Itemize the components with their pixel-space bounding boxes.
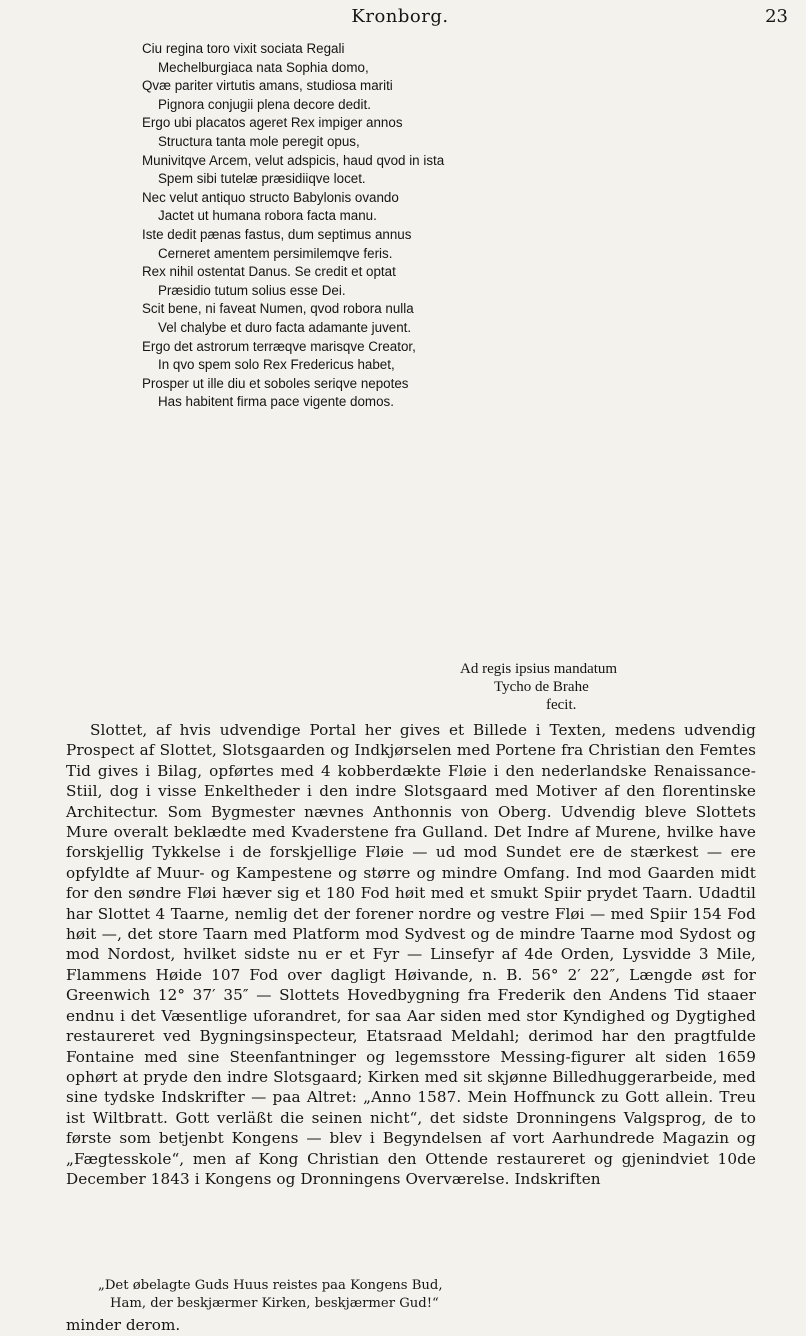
signature-mandate: Ad regis ipsius mandatum [460,661,618,677]
poem-line: Cerneret amentem persimilemqve feris. [158,245,393,261]
latin-inscription-poem [142,40,782,412]
quote-line: Ham, der beskjærmer Kirken, beskjærmer Gud!“ [110,1296,439,1311]
body-paragraph: Slottet, af hvis udvendige Portal her gives et Billede i Texten, medens udvendig Prospect af Slottet, Slotsgaarden og Indkjørselen med Portene fra Christian den Femtes Tid gives i Bilag, opførtes med 4 kobberdækte Fløie i den nederlandske Renaissance-Stiil, dog i visse Enkeltheder i den indre Slotsgaard med Motiver af den florentinske Architectur. Som Bygmester nævnes Anthonnis von Oberg. Udvendig bleve Slottets Mure overalt beklædte med Kvaderstene fra Gulland. Det Indre af Murene, hvilke have forskjellig Tykkelse i de forskjellige Fløie — ud mod Sundet ere de stærkest — ere opfyldte af Muur- og Kampestene og større og mindre Omfang. Ind mod Gaarden midt for den søndre Fløi hæver sig et 180 Fod høit med et smukt Spiir prydet Taarn. Udadtil har Slottet 4 Taarne, nemlig det der forener nordre og vestre Fløi — med Spiir 154 Fod høit —, det store Taarn med Platform mod Sydvest og de mindre Taarne mod Sydost og mod Nordost, hvilket sidste nu er et Fyr — Linsefyr af 4de Orden, Lysvidde 3 Mile, Flammens Høide 107 Fod over dagligt Høivande, n. B. 56° 2′ 22″, Længde øst for Greenwich 12° 37′ 35″ — Slottets Hovedbygning fra Frederik den Andens Tid staaer endnu i det Væsentlige uforandret, for saa Aar siden med stor Kyndighed og Dygtighed restaureret ved Bygningsinspecteur, Etatsraad Meldahl; derimod har den pragtfulde Fontaine med sine Steenfantninger og legemsstore Messing-figurer alt siden 1659 ophørt at pryde den indre Slotsgaard; Kirken med sit skjønne Billedhuggerarbeide, med sine tydske Indskrifter — paa Altret: „Anno 1587. Mein Hoffnunck zu Gott allein. Treu ist Wiltbratt. Gott verläßt die seinen nicht“, det sidste Dronningens Valgsprog, de to første som betjenbt Kongens — blev i Begyndelsen af vort Aarhundrede Magazin og „Fægtesskole“, men af Kong Christian den Ottende restaureret og gjenindviet 10de December 1843 i Kongens og Dronningens Overværelse. Indskriften [66,721,756,1188]
poem-line: Ergo det astrorum terræqve marisqve Creator, [142,338,416,354]
poem-line: Prosper ut ille diu et soboles seriqve nepotes [142,375,409,391]
poem-line: Structura tanta mole peregit opus, [158,133,360,149]
closing-text: minder derom. [66,1316,181,1334]
poem-line: Nec velut antiquo structo Babylonis ovando [142,189,399,205]
poem-line: Pignora conjugii plena decore dedit. [158,96,371,112]
poem-line: Rex nihil ostentat Danus. Se credit et optat [142,264,396,280]
poem-line: Jactet ut humana robora facta manu. [158,208,377,224]
page-header [0,6,806,34]
poem-line: Spem sibi tutelæ præsidiiqve locet. [158,171,366,187]
signature-fecit: fecit. [546,697,577,713]
church-inscription-quote [98,1277,758,1313]
poem-line: Scit bene, ni faveat Numen, qvod robora nulla [142,301,414,317]
poem-line: Munivitqve Arcem, velut adspicis, haud qvod in ista [142,152,445,168]
poem-line: Qvæ pariter virtutis amans, studiosa mariti [142,78,393,94]
running-title: Kronborg. [351,6,449,27]
poem-line: Mechelburgiaca nata Sophia domo, [158,59,369,75]
signature-author: Tycho de Brahe [494,679,589,695]
inscription-signature [460,660,780,714]
quote-line: „Det øbelagte Guds Huus reistes paa Kongens Bud, [98,1278,443,1293]
poem-line: Vel chalybe et duro facta adamante juvent. [158,319,412,335]
poem-line: In qvo spem solo Rex Fredericus habet, [158,357,395,373]
poem-line: Ergo ubi placatos ageret Rex impiger annos [142,115,403,131]
poem-line: Præsidio tutum solius esse Dei. [158,282,346,298]
poem-line: Ciu regina toro vixit sociata Regali [142,41,345,56]
poem-line: Has habitent firma pace vigente domos. [158,394,394,410]
page-number: 23 [765,6,788,27]
poem-line: Iste dedit pænas fastus, dum septimus annus [142,226,412,242]
